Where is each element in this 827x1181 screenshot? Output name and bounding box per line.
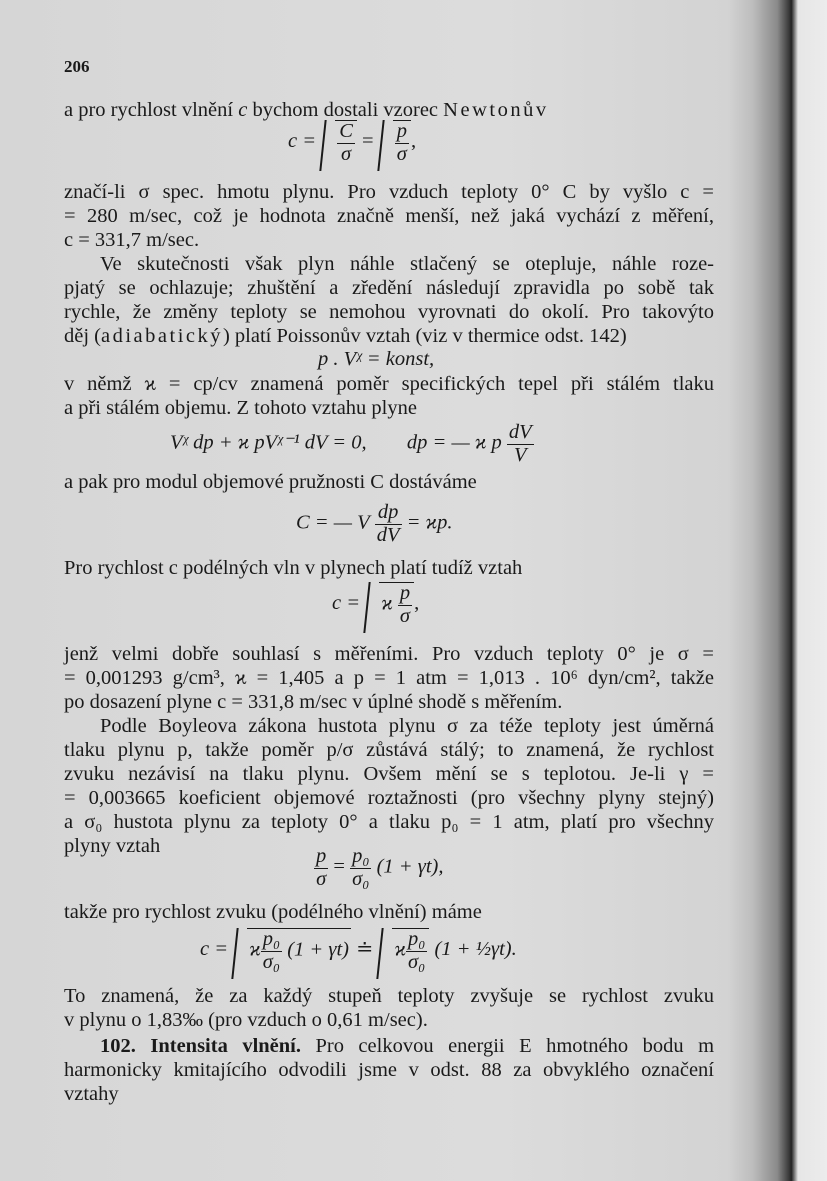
text-line: = 280 m/sec, což je hodnota značně menší, než jaká vychází z měření, [64,205,714,227]
text-line: harmonicky kmitajícího odvodili jsme v odst. 88 za obvyklého označení [64,1059,714,1081]
section-heading-line: 102. Intensita vlnění. Pro celkovou energii E hmotného bodu m [100,1035,715,1057]
text-line: vztahy [64,1083,119,1105]
equation-speed: c = ϰ $\frac{p}{\sigma}$ , [332,582,420,627]
text-line: zvuku nezávisí na tlaku plynu. Ovšem mění se s teplotou. Je-li γ = [64,763,714,785]
section-number: 102. [100,1035,136,1057]
text-line: tlaku plynu p, takže poměr p/σ zůstává stálý; to znamená, že rychlost [64,739,714,761]
text-line: značí-li σ spec. hmotu plynu. Pro vzduch teploty 0° C by vyšlo c = [64,181,714,203]
equation-temperature: c = ϰ $\frac{\text{p₀}}{\text{σ₀}}$ (1 + γt) ≐ ϰ $\frac{\text{p₀}}{\text{σ₀}}$ (1 + ½γt). [200,928,517,973]
text-line: = 0,003665 koeficient objemové roztažnosti (pro všechny plyny stejný) [64,787,714,809]
text-line: To znamená, že za každý stupeň teploty zvyšuje se rychlost zvuku [64,985,714,1007]
equation-boyle: $\frac{p}{\sigma}$ = $\frac{\text{p₀}}{\text{σ₀}}$ (1 + γt), [316,845,444,890]
equation-newton: c = $\frac{C}{\sigma}$ = $\frac{p}{\sigma}$ , [288,120,417,165]
text-line: plyny vztah [64,835,161,857]
text-line: pjatý se ochlazuje; zhuštění a zředění následují zpravidla po sobě tak [64,277,714,299]
text-line: po dosazení plyne c = 331,8 m/sec v úplné shodě s měřením. [64,691,563,713]
text-line: v němž ϰ = cp/cv znamená poměr specifických tepel při stálém tlaku [64,373,714,395]
page-number: 206 [64,57,90,76]
equation-differential: Vᵡ dp + ϰ pVᵡ⁻¹ dV = 0, dp = — ϰ p $\frac{dV}{V}$ [170,421,532,466]
text-line: a pak pro modul objemové pružnosti C dostáváme [64,471,477,493]
text-line: Pro rychlost c podélných vln v plynech platí tudíž vztah [64,557,523,579]
text-line: = 0,001293 g/cm³, ϰ = 1,405 a p = 1 atm = 1,013 . 10⁶ dyn/cm², takže [64,667,714,689]
text-line: takže pro rychlost zvuku (podélného vlnění) máme [64,901,482,923]
text-line: a σ₀ hustota plynu za teploty 0° a tlaku p₀ = 1 atm, platí pro všechny [64,811,714,833]
section-title: Intensita vlnění. [150,1035,301,1057]
text-line: děj (adiabatický) platí Poissonův vztah (viz v thermice odst. 142) [64,325,627,347]
equation-modulus: C = — V $\frac{dp}{dV}$ = ϰp. [296,501,453,546]
equation-poisson: p . Vᵡ = konst, [318,348,435,370]
text-line: Podle Boyleova zákona hustota plynu σ za téže teploty jest úměrná [100,715,714,737]
text-line: c = 331,7 m/sec. [64,229,200,251]
text-line: Ve skutečnosti však plyn náhle stlačený se otepluje, náhle roze- [100,253,714,275]
text-line: v plynu o 1,83‰ (pro vzduch o 0,61 m/sec). [64,1009,428,1031]
text-line: a při stálém objemu. Z tohoto vztahu plyne [64,397,417,419]
text-line: rychle, že změny teploty se nemohou vyrovnati do okolí. Pro takovýto [64,301,714,323]
text-line: a pro rychlost vlnění c bychom dostali vzorec Newtonův [64,99,549,121]
text-line: jenž velmi dobře souhlasí s měřeními. Pro vzduch teploty 0° je σ = [64,643,714,665]
